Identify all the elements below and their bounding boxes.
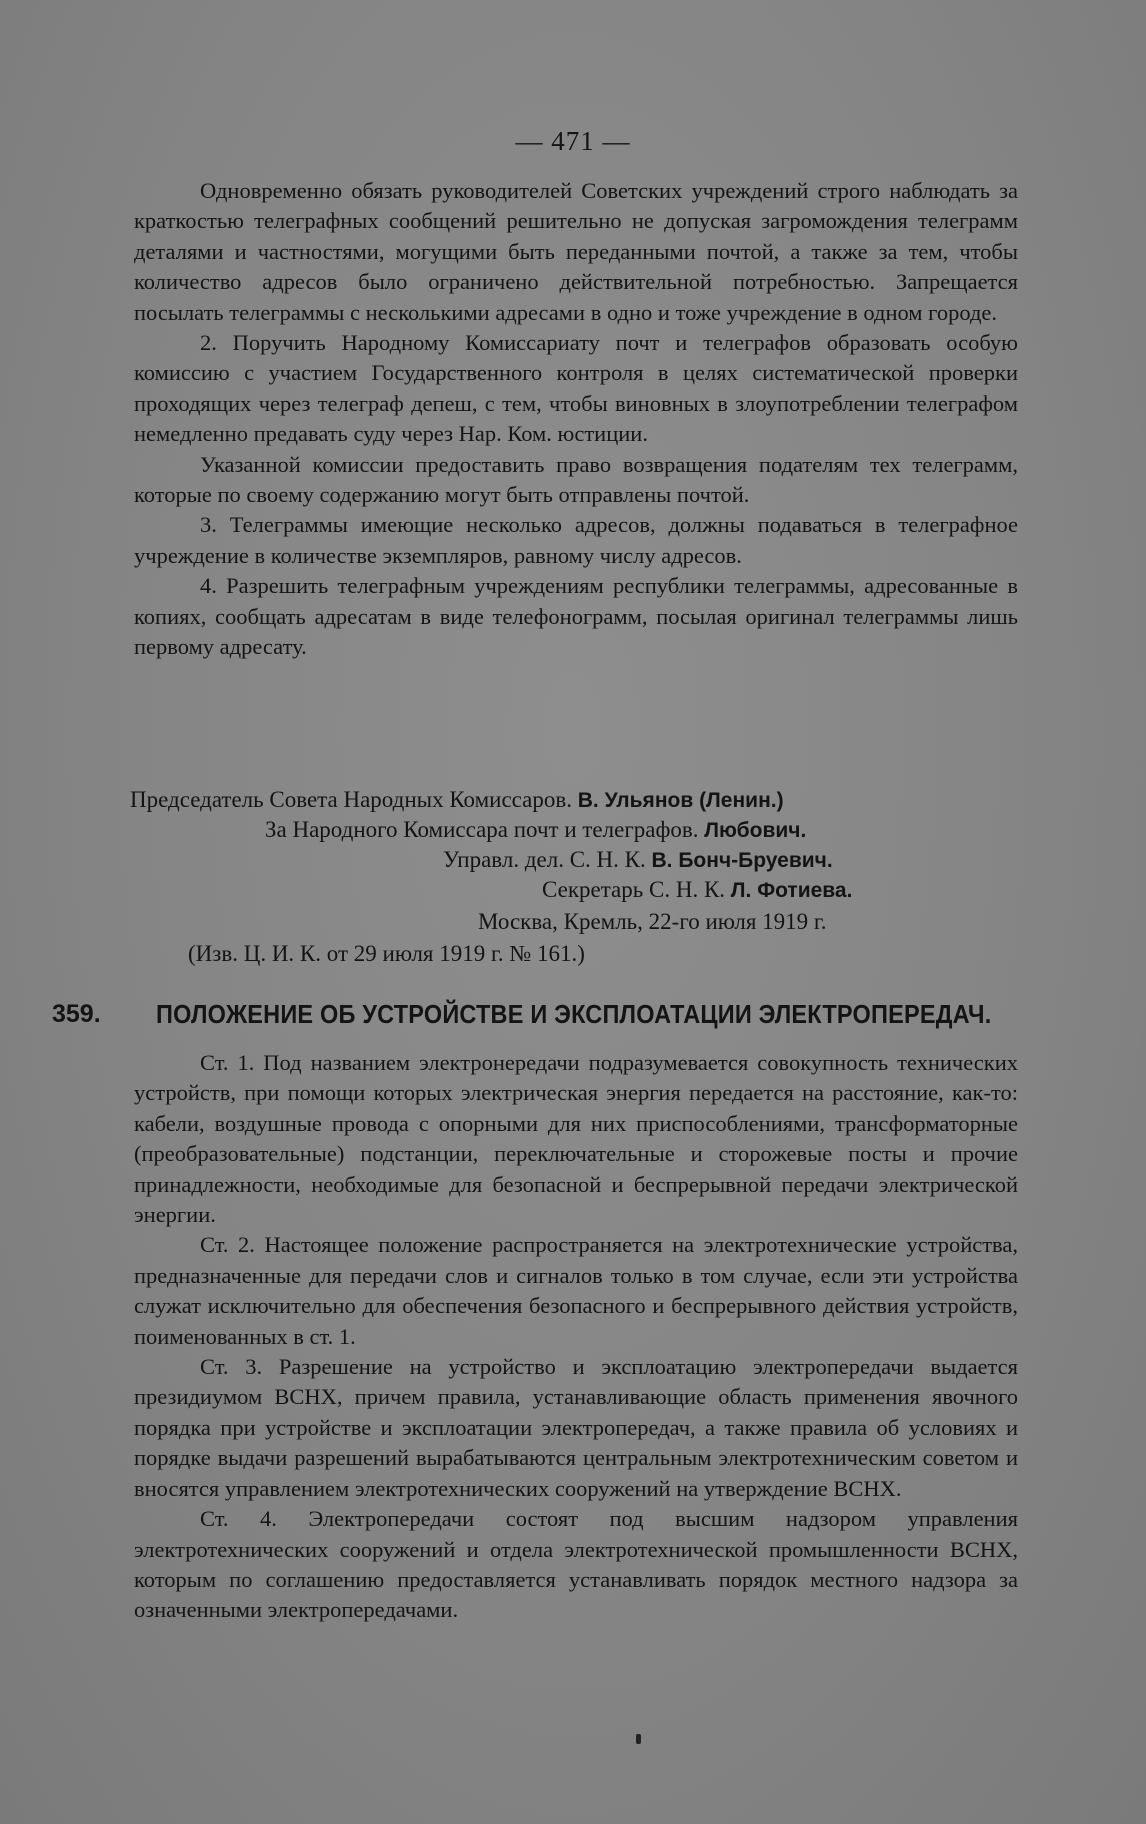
article-paragraph: Ст. 3. Разрешение на устройство и эксплоатацию электропередачи выдается президиумом ВСНХ, причем правила, устанавливающие область применения явочного порядка при устройстве и эксплоатации электропередач, а также правила об условиях и порядке выдачи разрешений вырабатываются центральным электротехническим советом и вносятся управлением электротехнических сооружений на утверждение ВСНХ. — [134, 1354, 1018, 1501]
ink-speck — [636, 1734, 641, 1744]
signature-name: Любович. — [704, 819, 807, 842]
signature-name: В. Бонч-Бруевич. — [651, 849, 833, 872]
regulation-text — [134, 1048, 1018, 1626]
signature-title: Управл. дел. С. Н. К. — [443, 847, 646, 872]
signature-name: Л. Фотиева. — [730, 879, 853, 902]
decree-text — [134, 176, 1018, 663]
article-paragraph: Ст. 1. Под названием электронередачи подразумевается совокупность технических устройств, при помощи которых электрическая энергия передается на расстояние, как-то: кабели, воздушные провода с опорными для них приспособлениями, трансформаторные (преобразовательные) подстанции, переключательные и сторожевые посты и прочие принадлежности, необходимые для безопасной и беспрерывной передачи электрической энергии. — [134, 1050, 1018, 1228]
section-number: 359. — [52, 1000, 101, 1028]
article-paragraph: Ст. 2. Настоящее положение распространяется на электротехнические устройства, предназначенные для передачи слов и сигналов только в том случае, если эти устройства служат исключительно для обеспечения безопасного и беспрерывного действия устройств, поименованных в ст. 1. — [134, 1232, 1018, 1349]
section-heading — [52, 1000, 1012, 1029]
signature-chairman — [130, 785, 784, 815]
paragraph: 4. Разрешить телеграфным учреждениям республики телеграммы, адресованные в копиях, сообщать адресатам в виде телефонограмм, посылая оригинал телеграммы лишь первому адресату. — [134, 573, 1018, 660]
signature-commissar — [265, 815, 806, 845]
signature-title: Секретарь С. Н. К. — [542, 877, 726, 902]
signature-name: В. Ульянов (Ленин.) — [577, 789, 784, 812]
paragraph: 3. Телеграммы имеющие несколько адресов, должны подаваться в телеграфное учреждение в количестве экземпляров, равному числу адресов. — [134, 512, 1018, 568]
article-paragraph: Ст. 4. Электропередачи состоят под высшим надзором управления электротехнических сооружений и отдела электротехнической промышленности ВСНХ, которым по соглашению предоставляется устанавливать порядок местного надзора за означенными электропередачами. — [134, 1506, 1018, 1623]
section-title: ПОЛОЖЕНИЕ ОБ УСТРОЙСТВЕ И ЭКСПЛОАТАЦИИ ЭЛЕКТРОПЕРЕДАЧ. — [156, 999, 992, 1029]
page-number: — 471 — — [515, 126, 631, 156]
source-citation: (Изв. Ц. И. К. от 29 июля 1919 г. № 161.) — [188, 941, 585, 966]
signature-manager — [443, 845, 833, 875]
paragraph: Указанной комиссии предоставить право возвращения подателям тех телеграмм, которые по своему содержанию могут быть отправлены почтой. — [134, 451, 1018, 508]
signature-secretary — [542, 875, 852, 905]
signature-title: Председатель Совета Народных Комиссаров. — [130, 787, 572, 812]
paragraph: Одновременно обязать руководителей Советских учреждений строго наблюдать за краткостью телеграфных сообщений решительно не допуская загромождения телеграмм деталями и частностями, могущими быть переданными почтой, а также за тем, чтобы количество адресов было ограничено действительной потребностью. Запрещается посылать телеграммы с несколькими адресами в одно и тоже учреждение в одном городе. — [134, 178, 1018, 325]
place-date: Москва, Кремль, 22-го июля 1919 г. — [478, 909, 827, 934]
paragraph: 2. Поручить Народному Комиссариату почт и телеграфов образовать особую комиссию с участием Государственного контроля в целях систематической проверки проходящих через телеграф депеш, с тем, чтобы виновных в злоупотреблении телеграфом немедленно предавать суду через Нар. Ком. юстиции. — [134, 330, 1018, 447]
signature-title: За Народного Комиссара почт и телеграфов. — [265, 817, 699, 842]
